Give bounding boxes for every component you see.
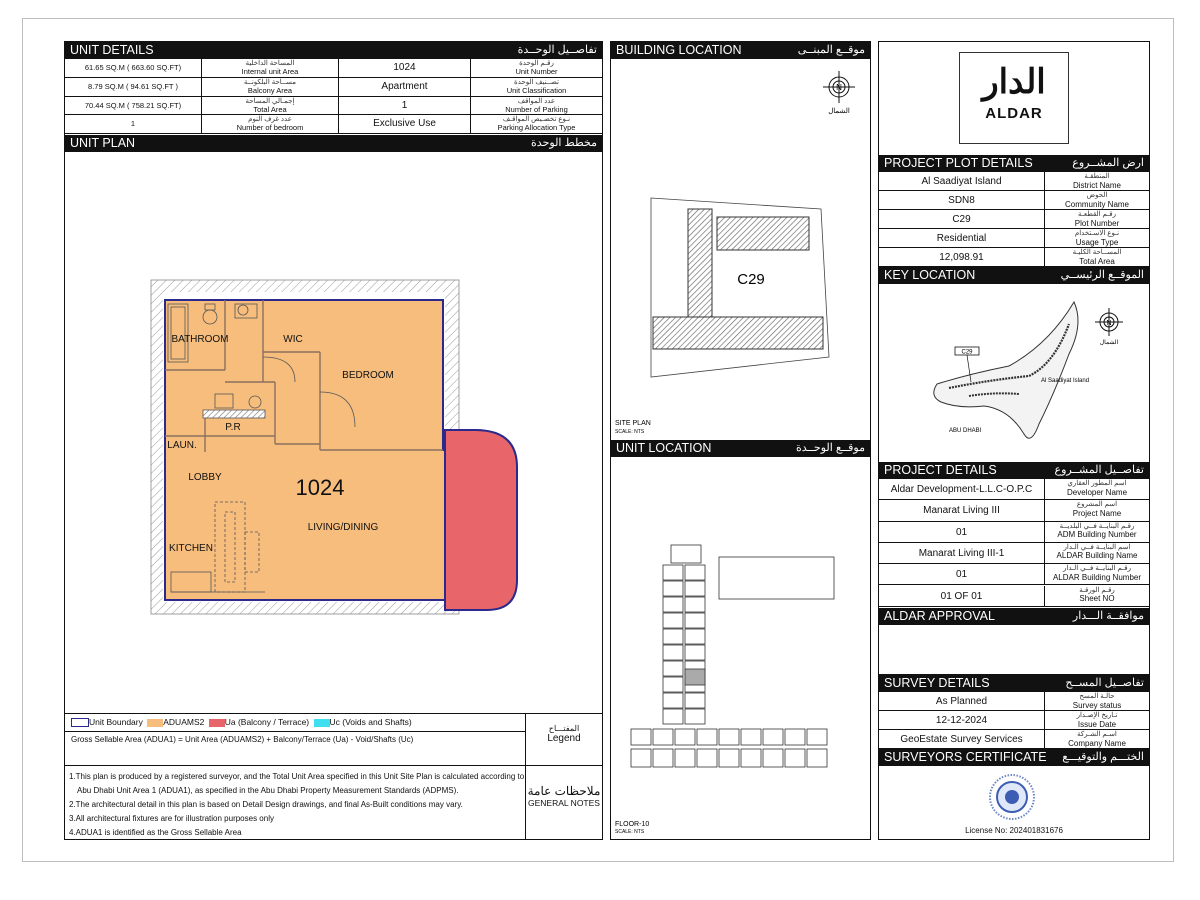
unit-location-title: UNIT LOCATION xyxy=(616,441,712,455)
area-label xyxy=(202,78,339,97)
unit-details-title-ar: تفاصــيل الوحــدة xyxy=(517,44,597,56)
floor-unit xyxy=(631,729,651,745)
unit-label-en: Unit Classification xyxy=(506,85,567,95)
floor-unit xyxy=(685,709,705,724)
floor-unit xyxy=(653,729,673,745)
balcony-area xyxy=(445,430,517,610)
unit-plan-title-ar: مخطط الوحدة xyxy=(531,137,597,149)
row-value: Residential xyxy=(879,229,1045,247)
row-label xyxy=(1045,248,1149,266)
site-plan-scale: SCALE: NTS xyxy=(615,429,645,435)
plot-label: C29 xyxy=(737,271,765,288)
legend-label: Legend xyxy=(547,733,581,744)
project-plot-title-ar: ارض المشــروع xyxy=(1072,157,1144,169)
license-number: License No: 202401831676 xyxy=(965,826,1063,835)
note-2: 2.The architectural detail in this plan is based on Detail Design drawings, and final As-Built conditions may vary. xyxy=(69,800,463,809)
unit-label-en: Number of Parking xyxy=(505,104,568,114)
room-label: BEDROOM xyxy=(342,370,394,381)
legend-items xyxy=(71,717,412,729)
area-value: 61.65 SQ.M ( 663.60 SQ.FT) xyxy=(65,59,202,78)
floor-scale: SCALE: NTS xyxy=(615,829,645,835)
key-location-map xyxy=(879,284,1149,462)
north-label: N xyxy=(836,83,842,92)
floor-unit xyxy=(685,629,705,644)
building-block-c xyxy=(653,317,823,349)
project-plot-row xyxy=(879,210,1149,229)
gross-area-formula: Gross Sellable Area (ADUA1) = Unit Area (ADUAMS2) + Balcony/Terrace (Ua) - Void/Shafts (Uc) xyxy=(65,731,526,747)
unit-value: 1024 xyxy=(339,59,471,78)
row-label-en: Company Name xyxy=(1068,738,1126,748)
highlighted-unit xyxy=(685,669,705,685)
row-value: 12-12-2024 xyxy=(879,711,1045,729)
legend-section xyxy=(65,713,602,766)
surveyors-certificate-header xyxy=(879,749,1149,766)
legend-swatch-voids xyxy=(314,719,330,727)
row-value: Manarat Living III xyxy=(879,500,1045,520)
legend-unit: ADUAMS2 xyxy=(163,717,205,727)
project-details-row xyxy=(879,543,1149,564)
unit-value: 1 xyxy=(339,97,471,116)
site-plan-drawing xyxy=(611,59,870,439)
unit-label-en: Unit Number xyxy=(515,67,558,76)
note-1a: 1.This plan is produced by a registered surveyor, and the Total Unit Area specified in this Unit Site Plan is calculated according to xyxy=(69,772,525,781)
legend-voids: Uc (Voids and Shafts) xyxy=(329,717,412,727)
survey-details-header xyxy=(879,675,1149,692)
row-value: Al Saadiyat Island xyxy=(879,172,1045,190)
area-label xyxy=(202,115,339,134)
row-value: Aldar Development-L.L.C-O.P.C xyxy=(879,479,1045,499)
unit-label-ar: نـوع تخصـيص المواقـف xyxy=(502,116,571,124)
row-label xyxy=(1045,500,1149,520)
room-label: P.R xyxy=(225,422,241,433)
general-notes-label: GENERAL NOTES xyxy=(528,798,600,808)
note-1b: Abu Dhabi Unit Area 1 (ADUA1), as specified in the Abu Dhabi Property Measurement Standards (ADPMS). xyxy=(77,786,459,795)
row-label xyxy=(1045,543,1149,563)
row-label-ar: الحوض xyxy=(1086,192,1108,199)
area-label-ar: مســاحة البلكونــة xyxy=(243,78,297,86)
floor-unit xyxy=(675,729,695,745)
unit-location-header xyxy=(611,440,870,457)
floor-unit xyxy=(663,629,683,644)
row-label-en: ADM Building Number xyxy=(1057,530,1137,540)
floor-unit xyxy=(663,645,683,660)
unit-label xyxy=(471,59,602,78)
unit-value: Exclusive Use xyxy=(339,115,471,134)
general-notes-section xyxy=(65,765,602,840)
unit-label xyxy=(471,78,602,97)
row-label-en: Usage Type xyxy=(1075,237,1119,247)
row-label xyxy=(1045,479,1149,499)
floor-unit xyxy=(685,565,705,580)
row-label-ar: رقـم القطعـة xyxy=(1078,211,1116,218)
floor-unit xyxy=(807,729,827,745)
project-plot-row xyxy=(879,172,1149,191)
floor-unit xyxy=(663,565,683,580)
legend-swatch-unit xyxy=(147,719,163,727)
project-details-row xyxy=(879,479,1149,500)
row-label xyxy=(1045,564,1149,584)
aldar-approval-title-ar: موافقــة الـــدار xyxy=(1072,610,1144,622)
unit-panel xyxy=(64,41,603,840)
room-label: BATHROOM xyxy=(171,334,229,345)
key-north-label-ar: الشمال xyxy=(1099,340,1119,346)
area-label-en: Number of bedroom xyxy=(236,123,304,133)
floor-unit xyxy=(675,749,695,767)
row-label xyxy=(1045,692,1149,710)
key-plot-label: C29 xyxy=(961,349,973,356)
area-value: 70.44 SQ.M ( 758.21 SQ.FT) xyxy=(65,97,202,116)
legend-balcony: Ua (Balcony / Terrace) xyxy=(224,717,310,727)
row-label-en: Total Area xyxy=(1079,256,1115,266)
key-city-label: ABU DHABI xyxy=(949,428,982,434)
legend-label-ar: المفتـــاح xyxy=(548,724,580,733)
area-value: 1 xyxy=(65,115,202,134)
unit-label xyxy=(471,115,602,134)
survey-details-table xyxy=(879,692,1149,749)
project-plot-title: PROJECT PLOT DETAILS xyxy=(884,156,1033,170)
row-value: Manarat Living III-1 xyxy=(879,543,1045,563)
survey-details-row xyxy=(879,692,1149,711)
row-label-ar: المســاحة الكليـة xyxy=(1072,249,1122,256)
unit-details-table xyxy=(65,59,602,134)
note-4: 4.ADUA1 is identified as the Gross Sellable Area xyxy=(69,828,242,837)
row-label-en: Sheet NO xyxy=(1079,594,1115,603)
project-panel xyxy=(878,41,1150,840)
unit-number-label: 1024 xyxy=(295,475,345,500)
unit-label-en: Parking Allocation Type xyxy=(497,123,576,133)
floor-unit xyxy=(697,749,717,767)
building-location-title: BUILDING LOCATION xyxy=(616,43,742,57)
project-plot-row xyxy=(879,248,1149,267)
floor-unit xyxy=(719,749,739,767)
survey-details-row xyxy=(879,711,1149,730)
floor-unit xyxy=(741,729,761,745)
row-value: 01 xyxy=(879,522,1045,542)
project-details-table xyxy=(879,479,1149,607)
aldar-approval-header xyxy=(879,608,1149,625)
row-label-ar: اسم البنايــة فــي الـدار xyxy=(1063,543,1131,551)
row-value: 01 xyxy=(879,564,1045,584)
project-details-row xyxy=(879,586,1149,607)
note-3: 3.All architectural fixtures are for illustration purposes only xyxy=(69,814,274,823)
unit-location-title-ar: موقــع الوحــدة xyxy=(795,442,865,454)
project-details-title: PROJECT DETAILS xyxy=(884,463,997,477)
row-label-en: Project Name xyxy=(1072,508,1122,518)
row-label xyxy=(1045,730,1149,748)
unit-label-ar: رقـم الوحدة xyxy=(519,60,554,67)
key-north-label: N xyxy=(1106,320,1112,327)
floor-label: FLOOR-10 xyxy=(615,821,650,828)
row-label xyxy=(1045,229,1149,247)
floor-unit xyxy=(663,709,683,724)
survey-sheet xyxy=(22,18,1174,862)
row-label xyxy=(1045,522,1149,542)
row-label xyxy=(1045,711,1149,729)
building-location-title-ar: موقــع المبنــى xyxy=(797,44,865,56)
aldar-logo-text: ALDAR xyxy=(985,105,1043,122)
location-panel xyxy=(610,41,871,840)
row-label-ar: حالـة المسح xyxy=(1079,693,1115,700)
legend-swatch-balcony xyxy=(209,719,225,727)
row-value: As Planned xyxy=(879,692,1045,710)
room-label: WIC xyxy=(283,334,303,345)
area-label xyxy=(202,59,339,78)
site-plan-label: SITE PLAN xyxy=(615,420,651,427)
unit-plan-header xyxy=(65,135,602,152)
project-plot-row xyxy=(879,229,1149,248)
floor-unit xyxy=(685,645,705,660)
unit-label-ar: تصــنيف الوحدة xyxy=(514,78,559,86)
survey-details-row xyxy=(879,730,1149,749)
row-label-ar: تـاريخ الإصـدار xyxy=(1076,712,1118,719)
row-label-ar: اسم المطور العقاري xyxy=(1067,480,1127,487)
aldar-logo xyxy=(959,52,1069,144)
project-plot-table xyxy=(879,172,1149,267)
unit-plan-title: UNIT PLAN xyxy=(70,136,136,150)
project-plot-row xyxy=(879,191,1149,210)
floor-unit xyxy=(741,749,761,767)
north-label-ar: الشمال xyxy=(828,108,850,115)
survey-details-title-ar: تفاصــيل المســح xyxy=(1065,677,1144,689)
row-value: SDN8 xyxy=(879,191,1045,209)
area-label xyxy=(202,97,339,116)
key-location-header xyxy=(879,267,1149,284)
general-notes-label-ar: ملاحظات عامة xyxy=(527,784,601,798)
building-location-header xyxy=(611,42,870,59)
project-details-title-ar: تفاصــيل المشــروع xyxy=(1054,464,1144,476)
building-block-a xyxy=(688,209,712,317)
area-value: 8.79 SQ.M ( 94.61 SQ.FT ) xyxy=(65,78,202,97)
project-details-header xyxy=(879,462,1149,479)
row-label-en: ALDAR Building Name xyxy=(1056,551,1138,561)
row-label xyxy=(1045,191,1149,209)
floor-unit xyxy=(663,613,683,628)
area-label-ar: المساحة الداخلية xyxy=(245,60,295,67)
floor-unit xyxy=(663,677,683,692)
floor-unit xyxy=(685,597,705,612)
area-label-ar: إجمـالي المساحة xyxy=(245,97,295,105)
floor-unit xyxy=(671,545,701,563)
row-label-ar: رقـم البنايــة فــي الـدار xyxy=(1063,565,1131,573)
floor-unit xyxy=(697,729,717,745)
project-details-row xyxy=(879,522,1149,543)
floor-unit xyxy=(685,693,705,708)
floor-unit xyxy=(663,693,683,708)
row-label-en: ALDAR Building Number xyxy=(1052,572,1142,582)
floor-unit xyxy=(807,749,827,767)
room-label: LOBBY xyxy=(188,472,222,483)
row-label-ar: نـوع الاسـتخدام xyxy=(1074,230,1120,237)
key-location-title: KEY LOCATION xyxy=(884,268,976,282)
key-island-label: Al Saadiyat Island xyxy=(1041,378,1090,384)
west-wing-units xyxy=(663,545,705,724)
row-value: GeoEstate Survey Services xyxy=(879,730,1045,748)
row-label-en: Community Name xyxy=(1064,199,1129,209)
floor-unit xyxy=(763,729,783,745)
row-value: 12,098.91 xyxy=(879,248,1045,266)
floor-unit xyxy=(663,597,683,612)
room-label: LIVING/DINING xyxy=(307,522,379,533)
row-label-ar: رقـم الورقـة xyxy=(1079,586,1115,594)
floor-unit xyxy=(785,729,805,745)
saadiyat-island-shape xyxy=(934,302,1078,438)
aldar-approval-title: ALDAR APPROVAL xyxy=(884,609,995,623)
unit-value: Apartment xyxy=(339,78,471,97)
unit-label xyxy=(471,97,602,116)
row-label-en: Issue Date xyxy=(1077,719,1117,729)
key-location-title-ar: الموقــع الرئيســي xyxy=(1060,269,1144,281)
survey-details-title: SURVEY DETAILS xyxy=(884,676,990,690)
surveyors-certificate-title: SURVEYORS CERTIFICATE xyxy=(884,750,1047,764)
legend-boundary: Unit Boundary xyxy=(89,717,143,727)
row-label-en: Plot Number xyxy=(1074,218,1120,228)
area-label-ar: عدد غرف النوم xyxy=(248,116,292,124)
area-label-en: Balcony Area xyxy=(247,85,293,95)
floor-unit xyxy=(685,613,705,628)
surveyor-seal xyxy=(987,772,1037,822)
building-block-b xyxy=(717,217,809,250)
unit-details-header xyxy=(65,42,602,59)
row-label-en: Survey status xyxy=(1072,700,1122,710)
key-north-arrow xyxy=(1095,308,1123,346)
row-value: C29 xyxy=(879,210,1045,228)
row-label-en: Developer Name xyxy=(1066,487,1128,497)
floor-unit xyxy=(763,749,783,767)
row-label xyxy=(1045,210,1149,228)
north-arrow xyxy=(823,71,855,115)
adjacent-building xyxy=(719,557,834,599)
floor-key-plan xyxy=(611,457,870,839)
floor-unit xyxy=(653,749,673,767)
surveyors-certificate-title-ar: الختـــم والتوقيـــع xyxy=(1062,751,1144,763)
row-label-ar: اسـم الشـركة xyxy=(1077,731,1117,738)
project-details-row xyxy=(879,564,1149,585)
aldar-approval-box xyxy=(879,625,1149,675)
legend-swatch-boundary xyxy=(71,718,89,727)
row-label-ar: رقـم البنايــة فــي البلديــة xyxy=(1059,522,1135,530)
floor-unit xyxy=(685,581,705,596)
area-label-en: Total Area xyxy=(253,104,287,114)
area-label-en: Internal unit Area xyxy=(241,67,299,76)
row-label-ar: المنطقـة xyxy=(1084,173,1110,180)
project-details-row xyxy=(879,500,1149,521)
row-label xyxy=(1045,586,1149,606)
south-wing-units xyxy=(631,729,827,767)
floor-unit xyxy=(663,661,683,676)
row-label-en: District Name xyxy=(1072,180,1121,190)
project-plot-header xyxy=(879,155,1149,172)
floor-unit xyxy=(631,749,651,767)
floor-unit xyxy=(785,749,805,767)
floor-unit xyxy=(663,581,683,596)
aldar-logo-glyph: الدار xyxy=(982,63,1046,101)
row-label-ar: اسم المشروع xyxy=(1076,501,1118,509)
floor-unit xyxy=(719,729,739,745)
room-label: KITCHEN xyxy=(169,543,213,554)
unit-details-title: UNIT DETAILS xyxy=(70,43,154,57)
row-value: 01 OF 01 xyxy=(879,586,1045,606)
room-label: LAUN. xyxy=(167,440,197,451)
row-label xyxy=(1045,172,1149,190)
unit-label-ar: عدد المواقف xyxy=(517,97,556,105)
unit-floor-plan xyxy=(65,152,602,707)
